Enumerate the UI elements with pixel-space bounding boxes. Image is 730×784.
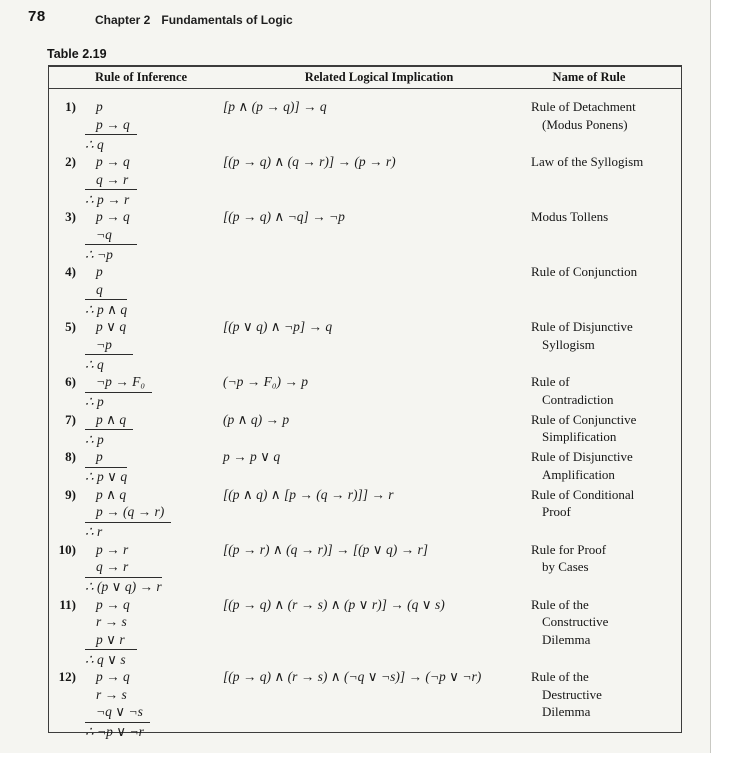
- rule-name-line: Dilemma: [542, 631, 591, 647]
- inference-stack: [85, 411, 133, 449]
- inference-cell: [49, 153, 223, 208]
- rule-number: 2): [65, 154, 76, 169]
- page-number: 78: [28, 8, 46, 25]
- chapter-title: Fundamentals of Logic: [161, 13, 293, 27]
- premise-line: r → s: [96, 686, 127, 702]
- premises-group: [85, 318, 133, 355]
- inference-stack: [85, 486, 171, 541]
- rule-name-line: Modus Tollens: [531, 209, 609, 224]
- premises-group: [85, 596, 137, 651]
- premise-line: ¬q ∨ ¬s: [96, 704, 143, 719]
- premises-group: [85, 373, 152, 393]
- premise-line: q → r: [96, 559, 129, 574]
- inference-cell: [49, 373, 223, 411]
- premise-line: p ∧ q: [96, 486, 127, 502]
- rule-name-line: Dilemma: [542, 704, 591, 719]
- chapter-label: Chapter 2: [95, 13, 151, 27]
- inference-stack: [85, 373, 152, 411]
- rule-name-line: Syllogism: [542, 336, 595, 352]
- conclusion-line: ∴ p: [85, 431, 104, 447]
- premises-group: [85, 98, 137, 135]
- inference-stack: [85, 153, 137, 208]
- table-row: [49, 98, 681, 153]
- premise-line: p → q: [96, 154, 130, 169]
- rule-number: 9): [65, 486, 76, 502]
- conclusion-line: ∴ q ∨ s: [85, 651, 126, 667]
- conclusion-line: ∴ q: [85, 136, 104, 152]
- premise-line: q: [96, 281, 103, 297]
- rule-name-line: (Modus Ponens): [542, 116, 628, 132]
- rule-name-line: Rule of Conjunctive: [531, 411, 637, 427]
- inference-cell: [49, 98, 223, 153]
- inference-stack: [85, 263, 127, 318]
- implication-cell: [(p → q) ∧ (r → s) ∧ (p ∨ r)] → (q ∨ s): [223, 596, 445, 612]
- premise-line: p → q: [96, 209, 130, 224]
- conclusion-line: ∴ q: [85, 356, 104, 372]
- premises-group: [85, 448, 127, 468]
- inference-stack: [85, 541, 162, 596]
- rule-number: 8): [65, 449, 76, 464]
- inference-stack: [85, 318, 133, 373]
- inference-cell: [49, 541, 223, 596]
- table-row: [49, 263, 681, 318]
- rule-name-cell: [531, 448, 683, 483]
- column-header-rule-of-inference: Rule of Inference: [94, 70, 188, 84]
- rule-name-line: Rule of Disjunctive: [531, 449, 633, 464]
- table-row: [49, 411, 681, 449]
- rule-name-line: Proof: [542, 504, 571, 519]
- conclusion-line: ∴ (p ∨ q) → r: [85, 579, 162, 594]
- rule-number: 4): [65, 264, 76, 279]
- rule-name-line: Contradiction: [542, 391, 614, 407]
- rule-name-cell: [531, 541, 683, 576]
- conclusion-line: ∴ p ∧ q: [85, 301, 128, 317]
- rule-name-line: Rule of Detachment: [531, 99, 636, 114]
- implication-cell: (p ∧ q) → p: [223, 411, 290, 427]
- implication-cell: [(p → q) ∧ (q → r)] → (p → r): [223, 154, 396, 169]
- rule-name-line: Rule of the: [531, 596, 589, 612]
- rule-name-line: Rule of: [531, 374, 570, 389]
- table-row: [49, 153, 681, 208]
- rule-name-line: Simplification: [542, 429, 617, 444]
- rule-name-line: Law of the Syllogism: [531, 154, 644, 169]
- table-row: [49, 448, 681, 486]
- inference-cell: [49, 208, 223, 263]
- rule-name-line: Rule of Disjunctive: [531, 319, 633, 334]
- inference-cell: [49, 411, 223, 449]
- rule-name-line: Amplification: [542, 466, 615, 482]
- rule-number: 12): [58, 669, 76, 684]
- rule-number: 3): [65, 209, 76, 224]
- conclusion-line: ∴ p: [85, 394, 104, 409]
- premise-line: p ∨ r: [96, 631, 125, 647]
- rule-name-line: Rule for Proof: [531, 541, 607, 557]
- premise-line: ¬q: [96, 226, 112, 242]
- table-row: [49, 373, 681, 411]
- premises-group: [85, 263, 127, 300]
- premises-group: [85, 153, 137, 190]
- chapter-header: [95, 13, 293, 27]
- rule-number: 5): [65, 319, 76, 334]
- rule-name-line: Constructive: [542, 614, 609, 629]
- rule-number: 11): [59, 596, 76, 612]
- premise-line: ¬p → F₀: [96, 374, 146, 389]
- implication-cell: [(p ∧ q) ∧ [p → (q → r)]] → r: [223, 486, 394, 502]
- rule-name-cell: [531, 208, 683, 226]
- premises-group: [85, 541, 162, 578]
- implication-cell: [(p → r) ∧ (q → r)] → [(p ∨ q) → r]: [223, 541, 429, 557]
- conclusion-line: ∴ r: [85, 524, 103, 539]
- inference-cell: [49, 486, 223, 541]
- inference-cell: [49, 318, 223, 373]
- rule-name-cell: [531, 596, 683, 649]
- premises-group: [85, 411, 133, 431]
- conclusion-line: ∴ p → r: [85, 191, 130, 207]
- inference-stack: [85, 98, 137, 153]
- table-row: [49, 596, 681, 669]
- rule-name-cell: [531, 153, 683, 171]
- rule-number: 1): [65, 99, 76, 114]
- rule-name-cell: [531, 318, 683, 353]
- rule-name-cell: [531, 263, 683, 281]
- inference-cell: [49, 596, 223, 669]
- implication-cell: [(p → q) ∧ (r → s) ∧ (¬q ∨ ¬s)] → (¬p ∨ ¬r): [223, 669, 482, 684]
- premise-line: p → (q → r): [96, 504, 165, 519]
- table-row: [49, 486, 681, 541]
- rule-name-cell: [531, 486, 683, 521]
- implication-cell: [(p ∨ q) ∧ ¬p] → q: [223, 319, 333, 334]
- rule-name-cell: [531, 373, 683, 408]
- premise-line: q → r: [96, 171, 129, 187]
- inference-cell: [49, 263, 223, 318]
- table-body: [49, 89, 681, 741]
- column-header-name-of-rule: Name of Rule: [552, 70, 626, 84]
- conclusion-line: ∴ ¬p: [85, 246, 113, 262]
- rule-number: 6): [65, 374, 76, 389]
- inference-stack: [85, 596, 137, 669]
- implication-cell: (¬p → F₀) → p: [223, 374, 309, 389]
- inference-stack: [85, 208, 137, 263]
- inference-stack: [85, 668, 150, 741]
- rule-name-line: Rule of the: [531, 669, 589, 684]
- rule-name-cell: [531, 411, 683, 446]
- table-header-row: [49, 67, 681, 89]
- inference-cell: [49, 448, 223, 486]
- premise-line: p → r: [96, 541, 129, 557]
- premise-line: p → q: [96, 669, 130, 684]
- premise-line: p ∨ q: [96, 319, 127, 334]
- rule-name-line: Destructive: [542, 686, 602, 702]
- rule-number: 7): [65, 411, 76, 427]
- premise-line: p: [96, 449, 103, 464]
- column-header-related-logical-implication: Related Logical Implication: [304, 70, 454, 84]
- table-row: [49, 541, 681, 596]
- inference-cell: [49, 668, 223, 741]
- implication-cell: p → p ∨ q: [223, 449, 281, 464]
- premises-group: [85, 486, 171, 523]
- premise-line: ¬p: [96, 336, 112, 352]
- premise-line: p: [96, 99, 103, 114]
- premises-group: [85, 668, 150, 723]
- table-caption: Table 2.19: [47, 47, 107, 61]
- conclusion-line: ∴ ¬p ∨ ¬r: [85, 724, 144, 739]
- rule-name-line: Rule of Conjunction: [531, 264, 638, 279]
- table-row: [49, 318, 681, 373]
- table-row: [49, 668, 681, 741]
- conclusion-line: ∴ p ∨ q: [85, 469, 128, 484]
- inference-stack: [85, 448, 127, 486]
- implication-cell: [(p → q) ∧ ¬q] → ¬p: [223, 209, 345, 224]
- premise-line: p → q: [96, 116, 130, 132]
- premise-line: p → q: [96, 596, 130, 612]
- premise-line: p ∧ q: [96, 411, 127, 427]
- premise-line: r → s: [96, 614, 127, 629]
- premises-group: [85, 208, 137, 245]
- rule-name-line: Rule of Conditional: [531, 486, 635, 502]
- premise-line: p: [96, 264, 103, 279]
- rules-of-inference-table: [48, 65, 682, 739]
- rule-name-cell: [531, 668, 683, 721]
- table-row: [49, 208, 681, 263]
- rule-number: 10): [58, 541, 76, 557]
- implication-cell: [p ∧ (p → q)] → q: [223, 99, 327, 114]
- rule-name-line: by Cases: [542, 559, 589, 574]
- rule-name-cell: [531, 98, 683, 133]
